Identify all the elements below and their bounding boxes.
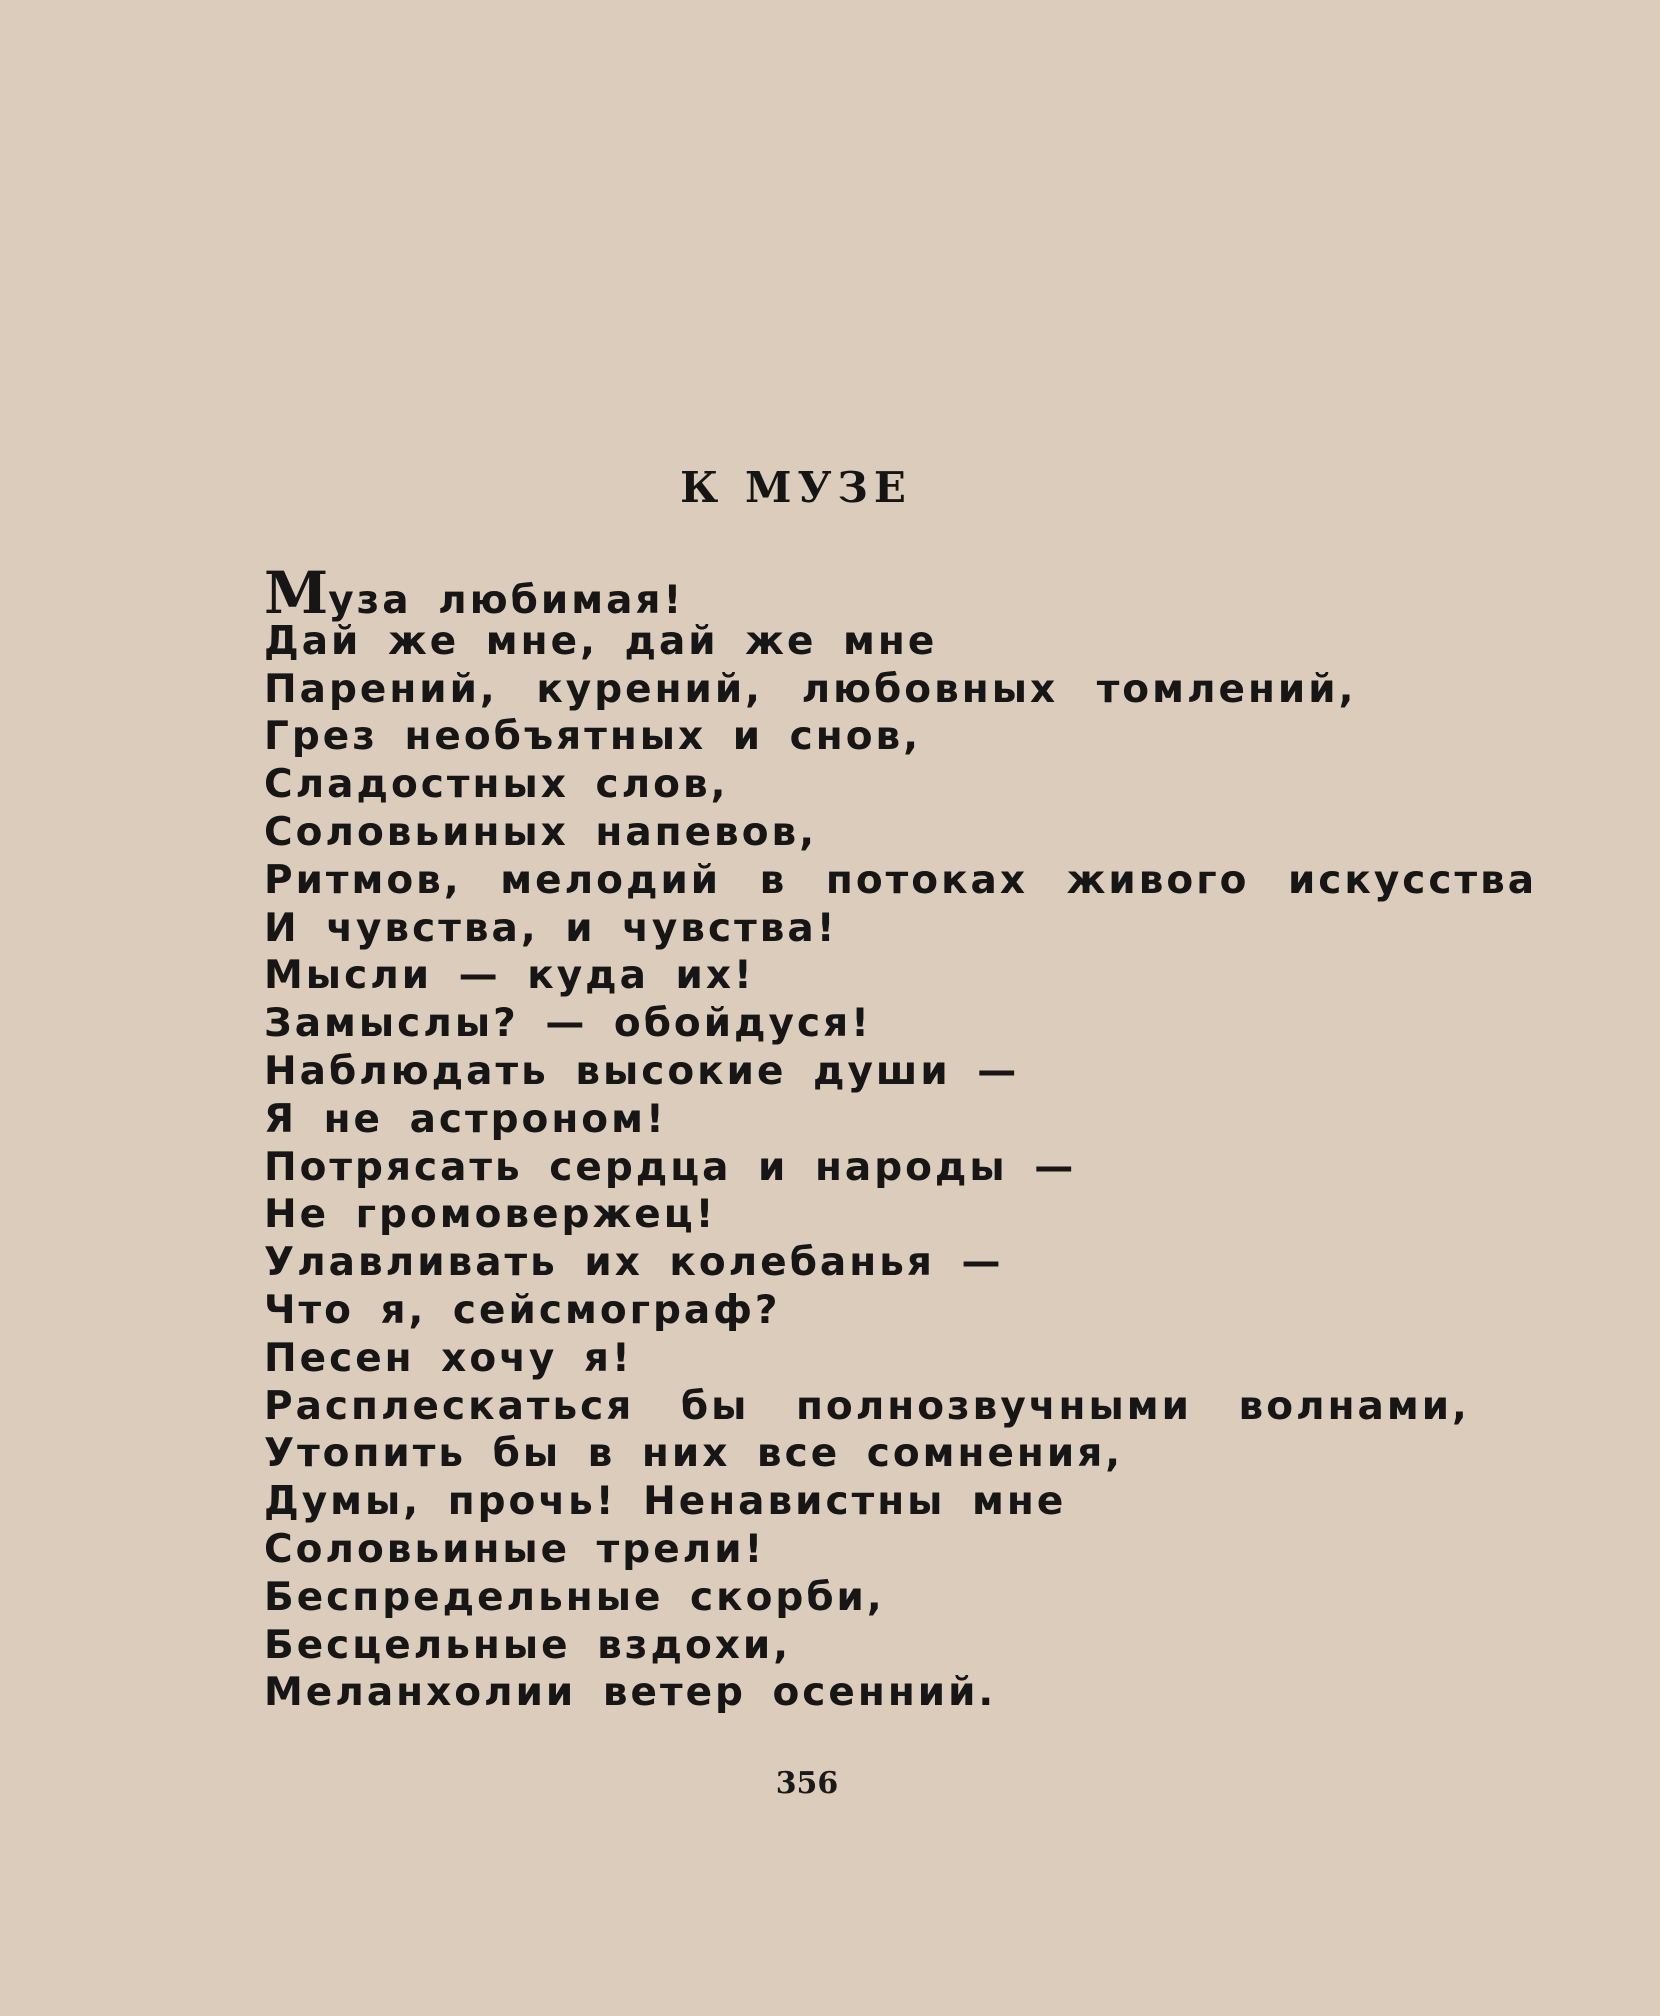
poem-body [264, 559, 1538, 1717]
poem-line: Соловьиные трели! [264, 1526, 766, 1572]
poem-line: Не громовержец! [264, 1192, 717, 1238]
poem-line: Потрясать сердца и народы — [264, 1144, 1077, 1190]
poem-line: Ритмов, мелодий в потоках живого искусства [264, 857, 1538, 903]
poem-line [264, 559, 1464, 627]
poem-line: Улавливать их колебанья — [264, 1240, 1004, 1286]
poem-line: Соловьиных напевов, [264, 809, 818, 855]
poem-line: Беспредельные скорби, [264, 1574, 885, 1620]
poem-line-text: уза любимая! [328, 578, 685, 623]
poem-line: Утопить бы в них все сомнения, [264, 1431, 1124, 1477]
poem-line: Сладостных слов, [264, 762, 729, 808]
poem-line: Бесцельные вздохи, [264, 1622, 792, 1668]
poem-line: Замыслы? — обойдуся! [264, 1001, 872, 1047]
page-number: 356 [775, 1766, 839, 1801]
poem-line: И чувства, и чувства! [264, 905, 838, 951]
poem-line: Что я, сейсмограф? [264, 1287, 781, 1333]
poem-line: Дай же мне, дай же мне [264, 618, 938, 664]
poem-line: Думы, прочь! Ненавистны мне [264, 1479, 1067, 1525]
poem-line: Меланхолии ветер осенний. [264, 1670, 997, 1716]
drop-cap: М [264, 559, 329, 627]
poem-line: Мысли — куда их! [264, 953, 755, 999]
poem-line: Парений, курений, любовных томлений, [264, 666, 1357, 712]
poem-title: К МУЗЕ [680, 463, 912, 512]
poem-line: Наблюдать высокие души — [264, 1048, 1020, 1094]
poem-line: Расплескаться бы полнозвучными волнами, [264, 1383, 1470, 1429]
poem-line: Я не астроном! [264, 1096, 667, 1142]
poem-line: Грез необъятных и снов, [264, 714, 922, 760]
poem-line: Песен хочу я! [264, 1335, 633, 1381]
